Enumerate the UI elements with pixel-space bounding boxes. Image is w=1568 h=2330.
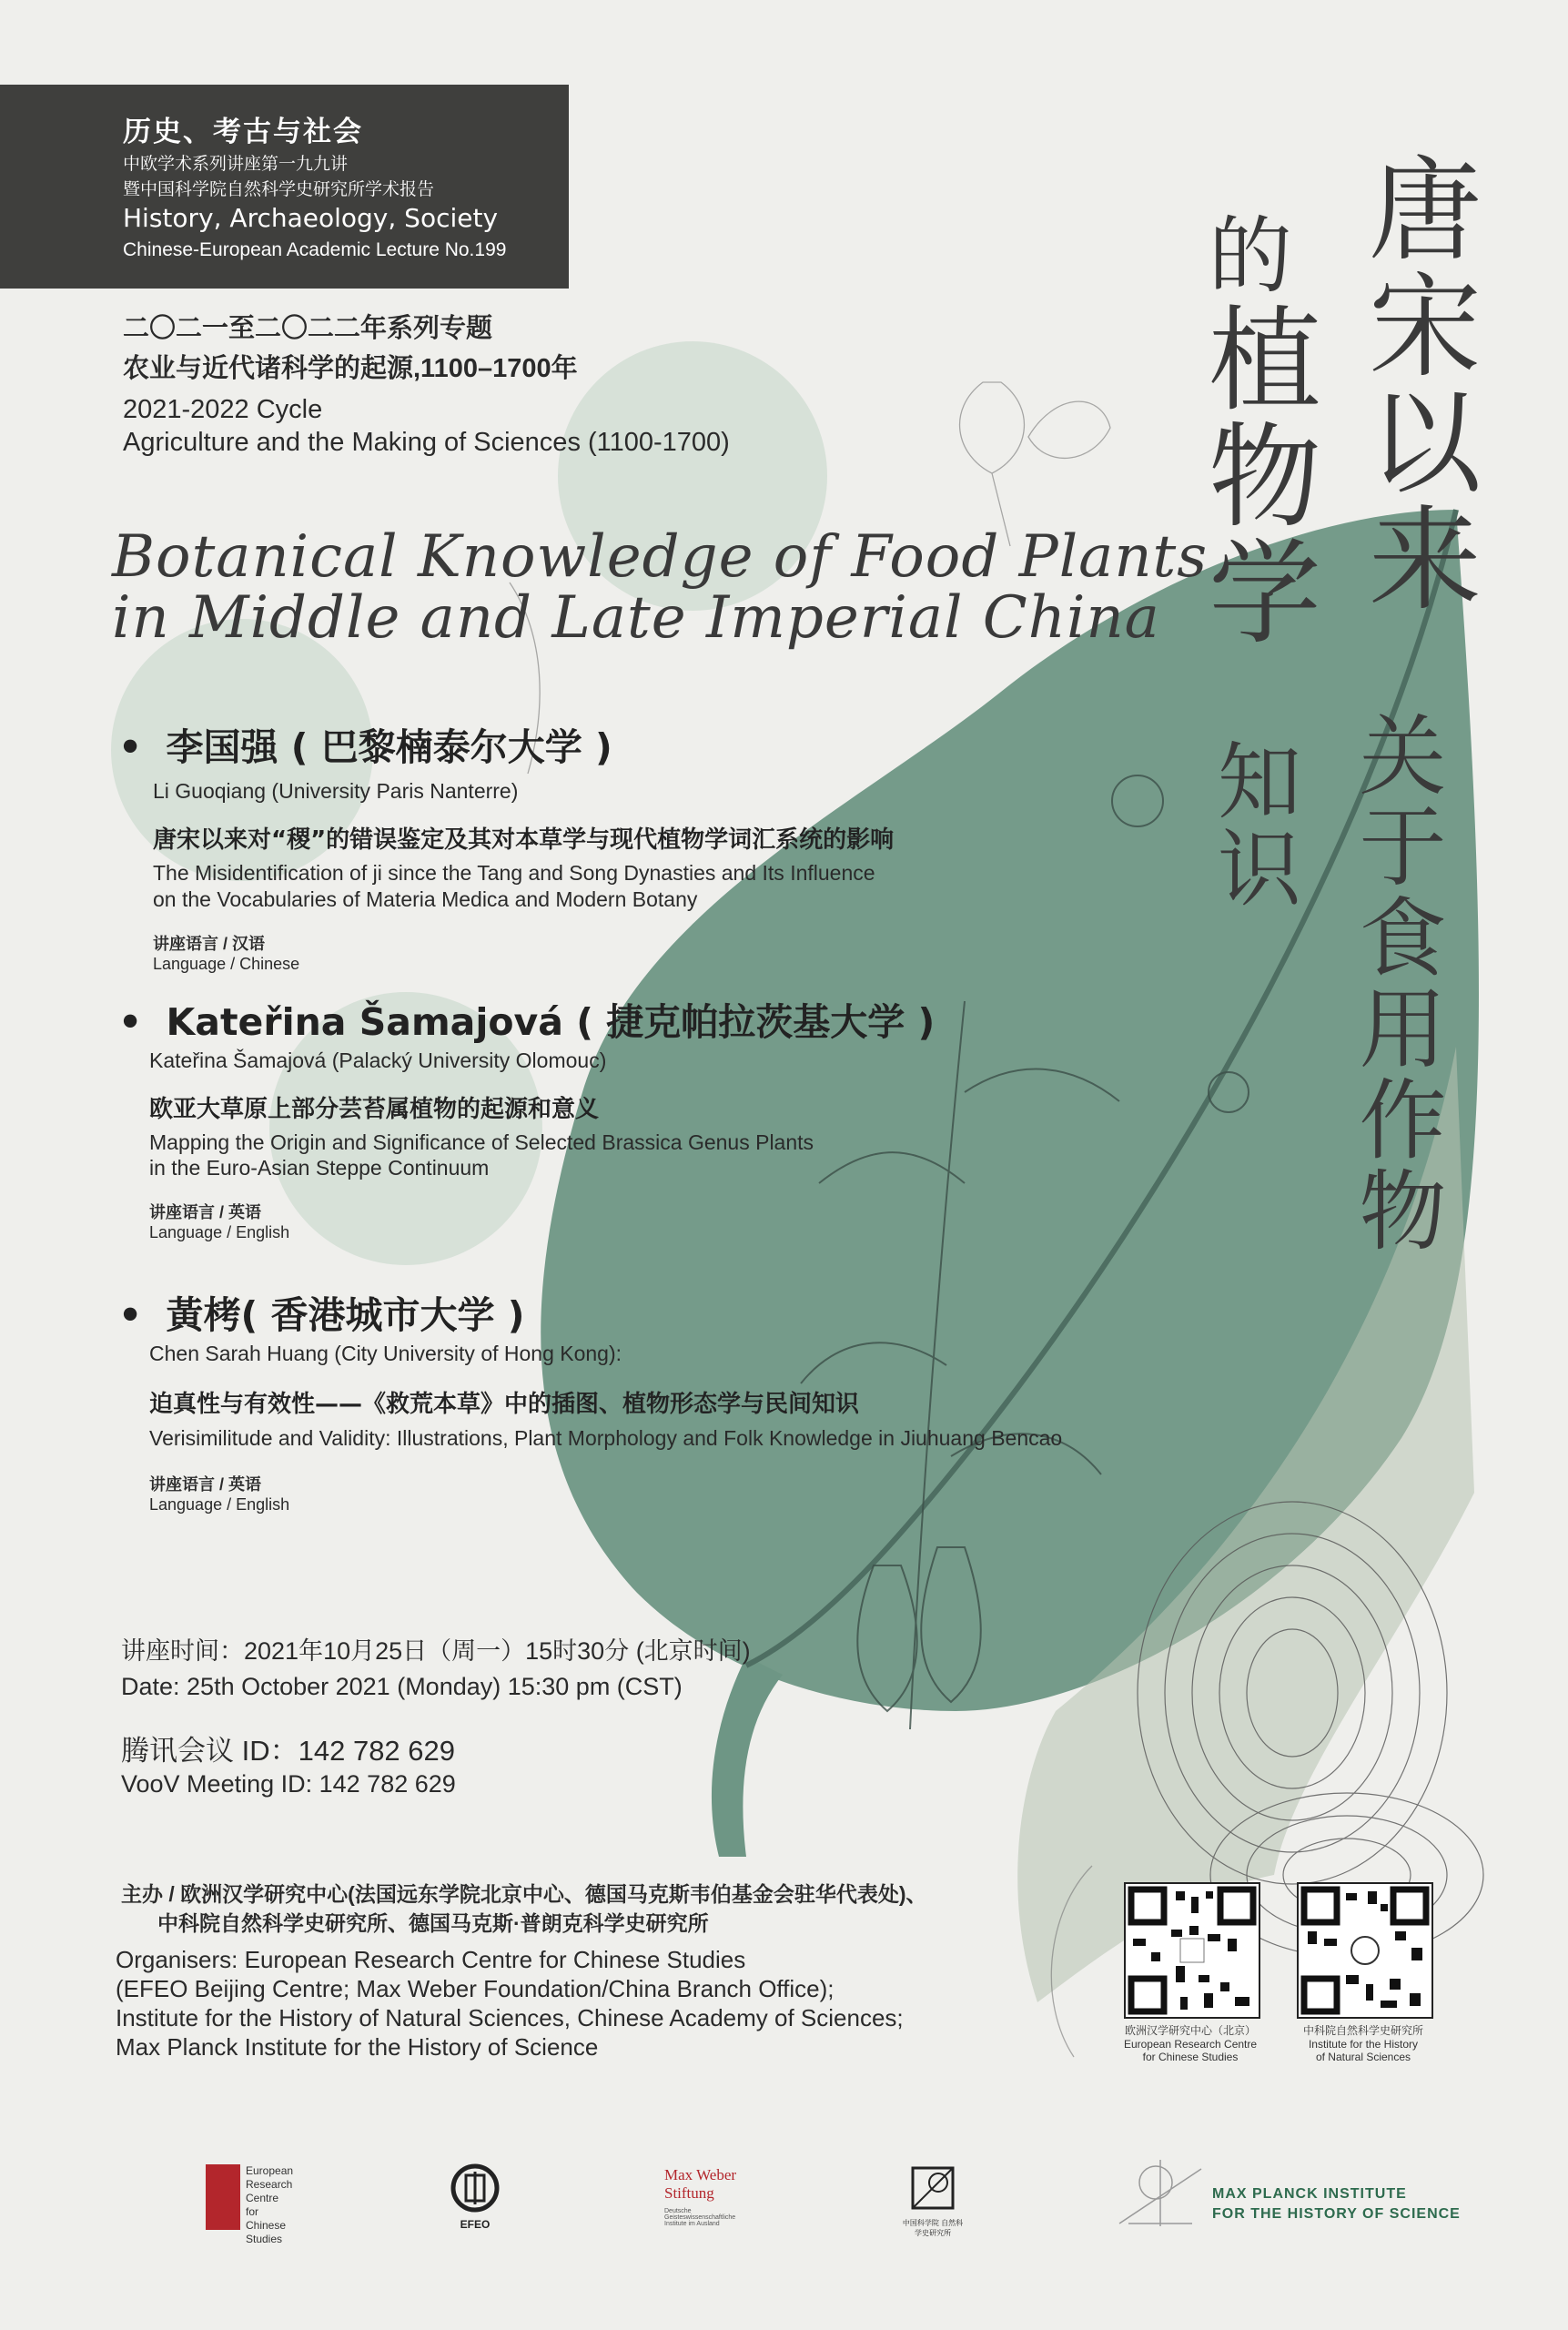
bullet: • xyxy=(118,1293,143,1337)
efeo-text: EFEO xyxy=(460,2218,491,2231)
speaker-2-lang-zh: 讲座语言 / 英语 xyxy=(149,1203,262,1221)
speaker-1-lang-zh: 讲座语言 / 汉语 xyxy=(153,935,266,953)
qr-caption-en-2: for Chinese Studies xyxy=(1142,2051,1239,2063)
series-name-en: History, Archaeology, Society xyxy=(123,203,499,233)
ihns-text: 中国科学院 自然科学史研究所 xyxy=(902,2219,964,2237)
qr-caption-en-2: of Natural Sciences xyxy=(1315,2051,1411,2063)
cycle-zh-1: 二〇二一至二〇二二年系列专题 xyxy=(123,314,493,343)
speaker-2-topic-zh: 欧亚大草原上部分芸苔属植物的起源和意义 xyxy=(149,1096,600,1123)
speaker-1-topic-zh: 唐宋以来对“稷”的错误鉴定及其对本草学与现代植物学词汇系统的影响 xyxy=(153,826,895,854)
ercs-word: Chinese xyxy=(246,2219,287,2232)
ercs-seal xyxy=(206,2164,240,2230)
title-en-line2: in Middle and Late Imperial China xyxy=(112,584,1160,652)
organisers-en-2: (EFEO Beijing Centre; Max Weber Foundation/China Branch Office); xyxy=(116,1975,835,2002)
efeo-emblem xyxy=(450,2163,501,2214)
ercs-word: Centre for xyxy=(246,2192,279,2218)
ihns-logo[interactable] xyxy=(901,2163,965,2238)
cycle-en-1: 2021-2022 Cycle xyxy=(123,395,323,424)
organisers-en-4: Max Planck Institute for the History of Science xyxy=(116,2033,599,2061)
efeo-logo[interactable] xyxy=(450,2163,501,2231)
speaker-1-name-zh xyxy=(118,717,612,771)
speaker-3-lang-zh: 讲座语言 / 英语 xyxy=(149,1475,262,1494)
speaker-2-name-zh xyxy=(118,992,935,1046)
organisers-zh-2: 中科院自然科学史研究所、德国马克斯·普朗克科学史研究所 xyxy=(157,1911,709,1935)
mw-name: Max Weber xyxy=(664,2166,737,2183)
speaker-1-topic-en-2: on the Vocabularies of Materia Medica and Modern Botany xyxy=(153,887,698,911)
title-zh-col1-top: 唐宋以来 xyxy=(1350,150,1481,616)
header-box xyxy=(0,85,569,289)
title-zh-col2-top: 的 xyxy=(1195,211,1292,299)
max-weber-logo[interactable] xyxy=(664,2166,746,2227)
title-en-line1: Botanical Knowledge of Food Plants xyxy=(112,523,1209,591)
qr-code-ihns[interactable] xyxy=(1297,1882,1433,2019)
speaker-3-name-zh xyxy=(118,1285,525,1339)
date-en: Date: 25th October 2021 (Monday) 15:30 pm (CST) xyxy=(121,1673,683,1700)
bullet: • xyxy=(118,1000,143,1044)
lecture-number-en: Chinese-European Academic Lecture No.199 xyxy=(123,239,507,260)
organisers-zh-1: 主办 / 欧洲汉学研究中心(法国远东学院北京中心、德国马克斯韦伯基金会驻华代表处)、 xyxy=(121,1882,927,1906)
bullet: • xyxy=(118,725,143,769)
speaker-name: Kateřina Šamajová ( 捷克帕拉茨基大学 ) xyxy=(166,1000,936,1044)
title-zh-col2-mid: 植物学 xyxy=(1189,300,1320,650)
ercs-word: Research xyxy=(246,2178,293,2191)
qr-caption-en-1: European Research Centre xyxy=(1123,2038,1258,2051)
mw-stiftung: Stiftung xyxy=(664,2184,714,2202)
qr-code-ercs[interactable] xyxy=(1124,1882,1260,2019)
title-zh-col2-bottom: 知识 xyxy=(1204,737,1301,912)
qr-caption-zh: 中科院自然科学史研究所 xyxy=(1302,2024,1423,2037)
organisers-en-1: Organisers: European Research Centre for Chinese Studies xyxy=(116,1946,746,1973)
qr-caption-en-1: Institute for the History xyxy=(1308,2038,1419,2051)
qr-caption-ercs xyxy=(1115,2022,1266,2063)
date-zh: 讲座时间：2021年10月25日（周一）15时30分 (北京时间) xyxy=(121,1637,751,1665)
mpi-emblem xyxy=(1110,2155,1210,2228)
speaker-2-lang-en: Language / English xyxy=(149,1223,290,1241)
mpi-name-1: MAX PLANCK INSTITUTE xyxy=(1212,2186,1407,2202)
title-zh-col1-bottom: 关于食用作物 xyxy=(1345,710,1447,1256)
ercs-wordmark xyxy=(246,2164,293,2246)
speaker-3-name-en: Chen Sarah Huang (City University of Hong Kong): xyxy=(149,1342,622,1365)
meeting-id-zh: 腾讯会议 ID：142 782 629 xyxy=(121,1735,456,1767)
speaker-3-topic-en-1: Verisimilitude and Validity: Illustrations, Plant Morphology and Folk Knowledge in Jiuhuang Bencao xyxy=(149,1426,1063,1450)
ercs-word: Studies xyxy=(246,2233,283,2245)
cycle-zh-2: 农业与近代诸科学的起源,1100–1700年 xyxy=(123,354,578,383)
speaker-3-topic-zh: 迫真性与有效性——《救荒本草》中的插图、植物形态学与民间知识 xyxy=(149,1391,860,1418)
speaker-name: 李国强 ( 巴黎楠泰尔大学 ) xyxy=(166,725,612,769)
institute-report-zh: 暨中国科学院自然科学史研究所学术报告 xyxy=(123,179,435,199)
speaker-2-topic-en-1: Mapping the Origin and Significance of Selected Brassica Genus Plants xyxy=(149,1130,814,1154)
qr-caption-ihns xyxy=(1288,2022,1439,2063)
qr-caption-zh: 欧洲汉学研究中心（北京） xyxy=(1124,2024,1256,2037)
speaker-2-topic-en-2: in the Euro-Asian Steppe Continuum xyxy=(149,1156,490,1180)
mpi-name-2: FOR THE HISTORY OF SCIENCE xyxy=(1212,2206,1461,2222)
organisers-en-3: Institute for the History of Natural Sciences, Chinese Academy of Sciences; xyxy=(116,2004,904,2031)
cycle-en-2: Agriculture and the Making of Sciences (1100-1700) xyxy=(123,428,730,457)
speaker-1-name-en: Li Guoqiang (University Paris Nanterre) xyxy=(153,779,519,803)
mw-tagline: Deutsche Geisteswissenschaftliche Institute im Ausland xyxy=(664,2208,736,2227)
series-name-zh: 历史、考古与社会 xyxy=(123,116,363,148)
ercs-word: European xyxy=(246,2164,294,2177)
speaker-1-topic-en-1: The Misidentification of ji since the Tang and Song Dynasties and Its Influence xyxy=(153,861,875,885)
lecture-number-zh: 中欧学术系列讲座第一九九讲 xyxy=(123,154,349,174)
speaker-3-lang-en: Language / English xyxy=(149,1495,290,1514)
meeting-id-en: VooV Meeting ID: 142 782 629 xyxy=(121,1770,456,1798)
ihns-emblem xyxy=(907,2163,958,2214)
speaker-1-lang-en: Language / Chinese xyxy=(153,955,300,973)
speaker-name: 黃栲( 香港城市大学 ) xyxy=(166,1293,525,1337)
speaker-2-name-en: Kateřina Šamajová (Palacký University Olomouc) xyxy=(149,1048,607,1072)
